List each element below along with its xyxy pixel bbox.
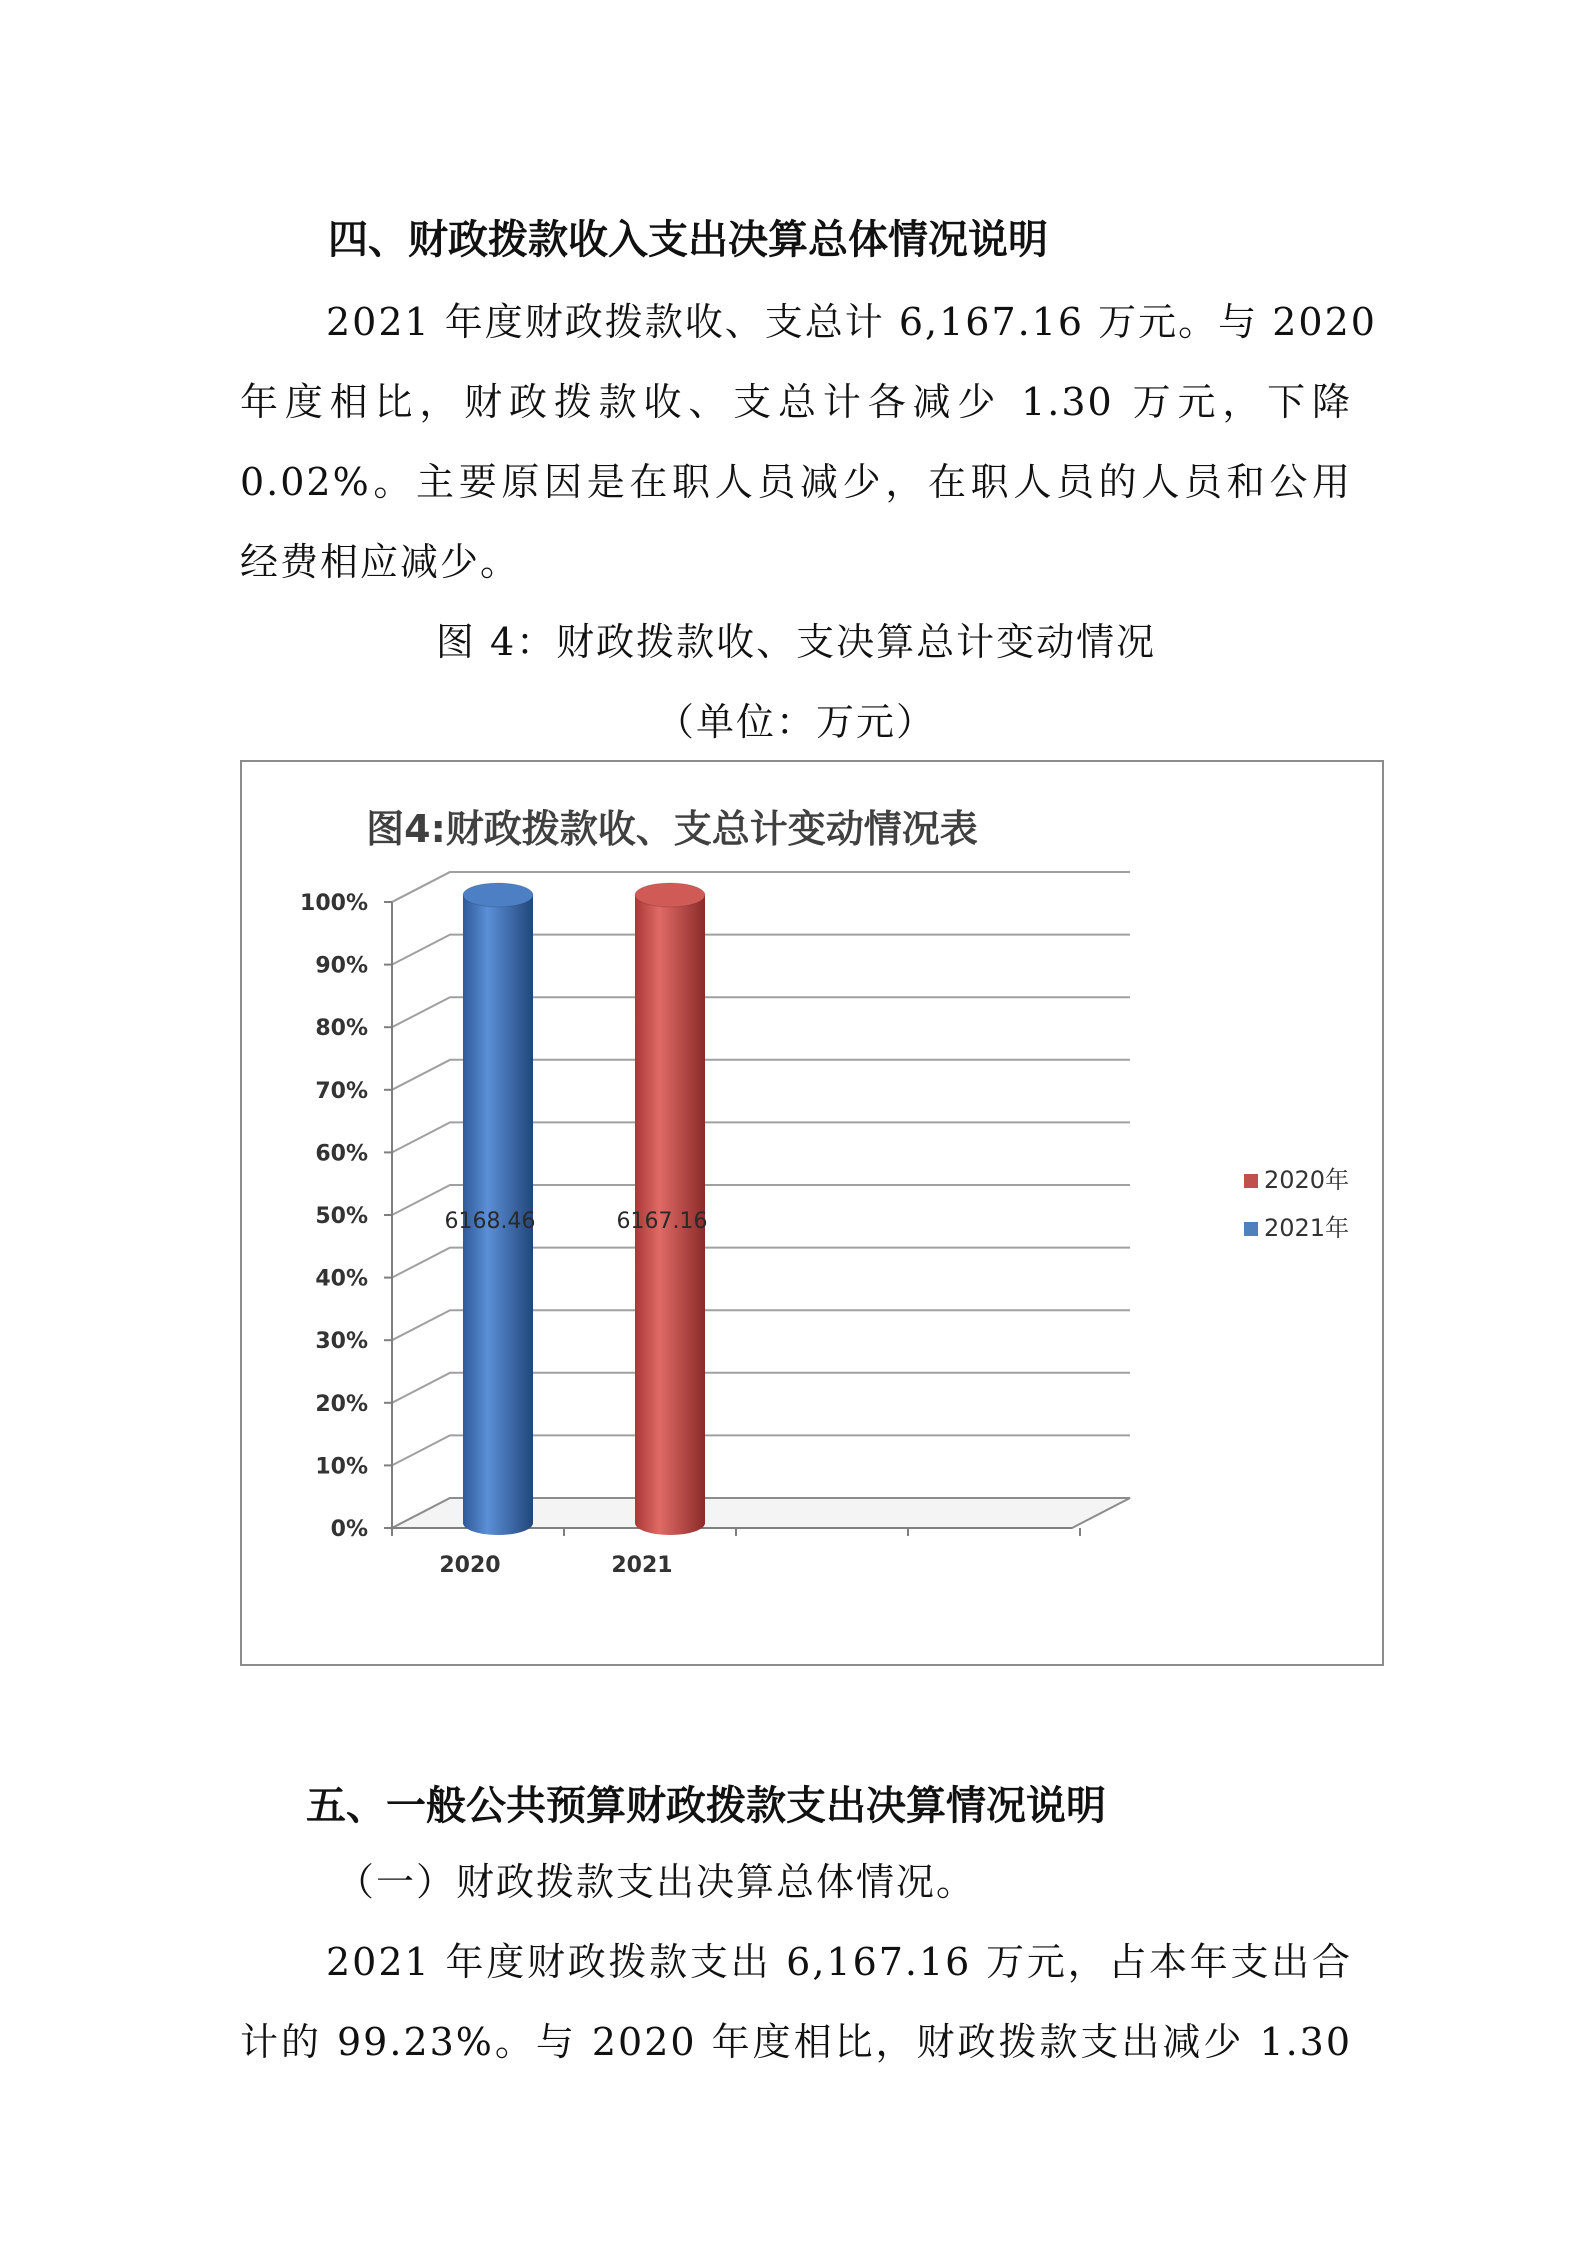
y-tick-label: 40% [315, 1266, 368, 1292]
section4-paragraph [240, 282, 1377, 602]
legend-swatch [1244, 1222, 1258, 1236]
bar-top-2021 [635, 883, 705, 907]
chart-frame [240, 760, 1384, 1666]
y-tick-label: 50% [315, 1204, 368, 1229]
y-tick-label: 10% [315, 1454, 368, 1480]
legend-swatch [1244, 1174, 1258, 1188]
legend-label: 2020年 [1264, 1166, 1350, 1194]
y-tick-label: 80% [315, 1016, 368, 1042]
data-label-2020: 6168.46 [444, 1209, 536, 1234]
legend-label: 2021年 [1264, 1214, 1350, 1242]
bar-top-2020 [463, 883, 533, 907]
x-tick-label-2021: 2021 [611, 1553, 673, 1578]
section5-subheading-block [240, 1842, 1352, 1922]
section4-line-1: 2021 年度财政拨款收、支总计 6,167.16 万元。与 2020 [326, 300, 1377, 344]
section5-line-1: 2021 年度财政拨款支出 6,167.16 万元，占本年支出合 [326, 1940, 1352, 1984]
figure-unit: （单位：万元） [655, 700, 936, 744]
section5-subheading: （一）财政拨款支出决算总体情况。 [336, 1860, 977, 1904]
figure-caption: 图 4：财政拨款收、支决算总计变动情况 [435, 620, 1157, 664]
section4-line-4: 经费相应减少。 [240, 540, 521, 584]
section4-line-3: 0.02%。主要原因是在职人员减少，在职人员的人员和公用 [240, 460, 1352, 504]
section5-line-2: 计的 99.23%。与 2020 年度相比，财政拨款支出减少 1.30 [240, 2020, 1352, 2064]
y-tick-label: 100% [300, 891, 368, 916]
section4-line-2: 年度相比，财政拨款收、支总计各减少 1.30 万元，下降 [240, 380, 1352, 424]
y-tick-label: 70% [315, 1078, 368, 1104]
bar-chart [242, 762, 1382, 1664]
section4-heading: 四、财政拨款收入支出决算总体情况说明 [328, 217, 1048, 263]
section5-paragraph [240, 1922, 1352, 2082]
y-tick-label: 90% [315, 953, 368, 979]
y-tick-label: 30% [315, 1329, 368, 1355]
data-label-2021: 6167.16 [616, 1209, 708, 1234]
y-tick-label: 20% [315, 1391, 368, 1417]
y-tick-label: 60% [315, 1141, 368, 1167]
y-tick-label: 0% [330, 1517, 368, 1542]
chart-title: 图4:财政拨款收、支总计变动情况表 [366, 807, 978, 851]
section5-heading: 五、一般公共预算财政拨款支出决算情况说明 [306, 1783, 1106, 1829]
x-tick-label-2020: 2020 [439, 1553, 501, 1578]
